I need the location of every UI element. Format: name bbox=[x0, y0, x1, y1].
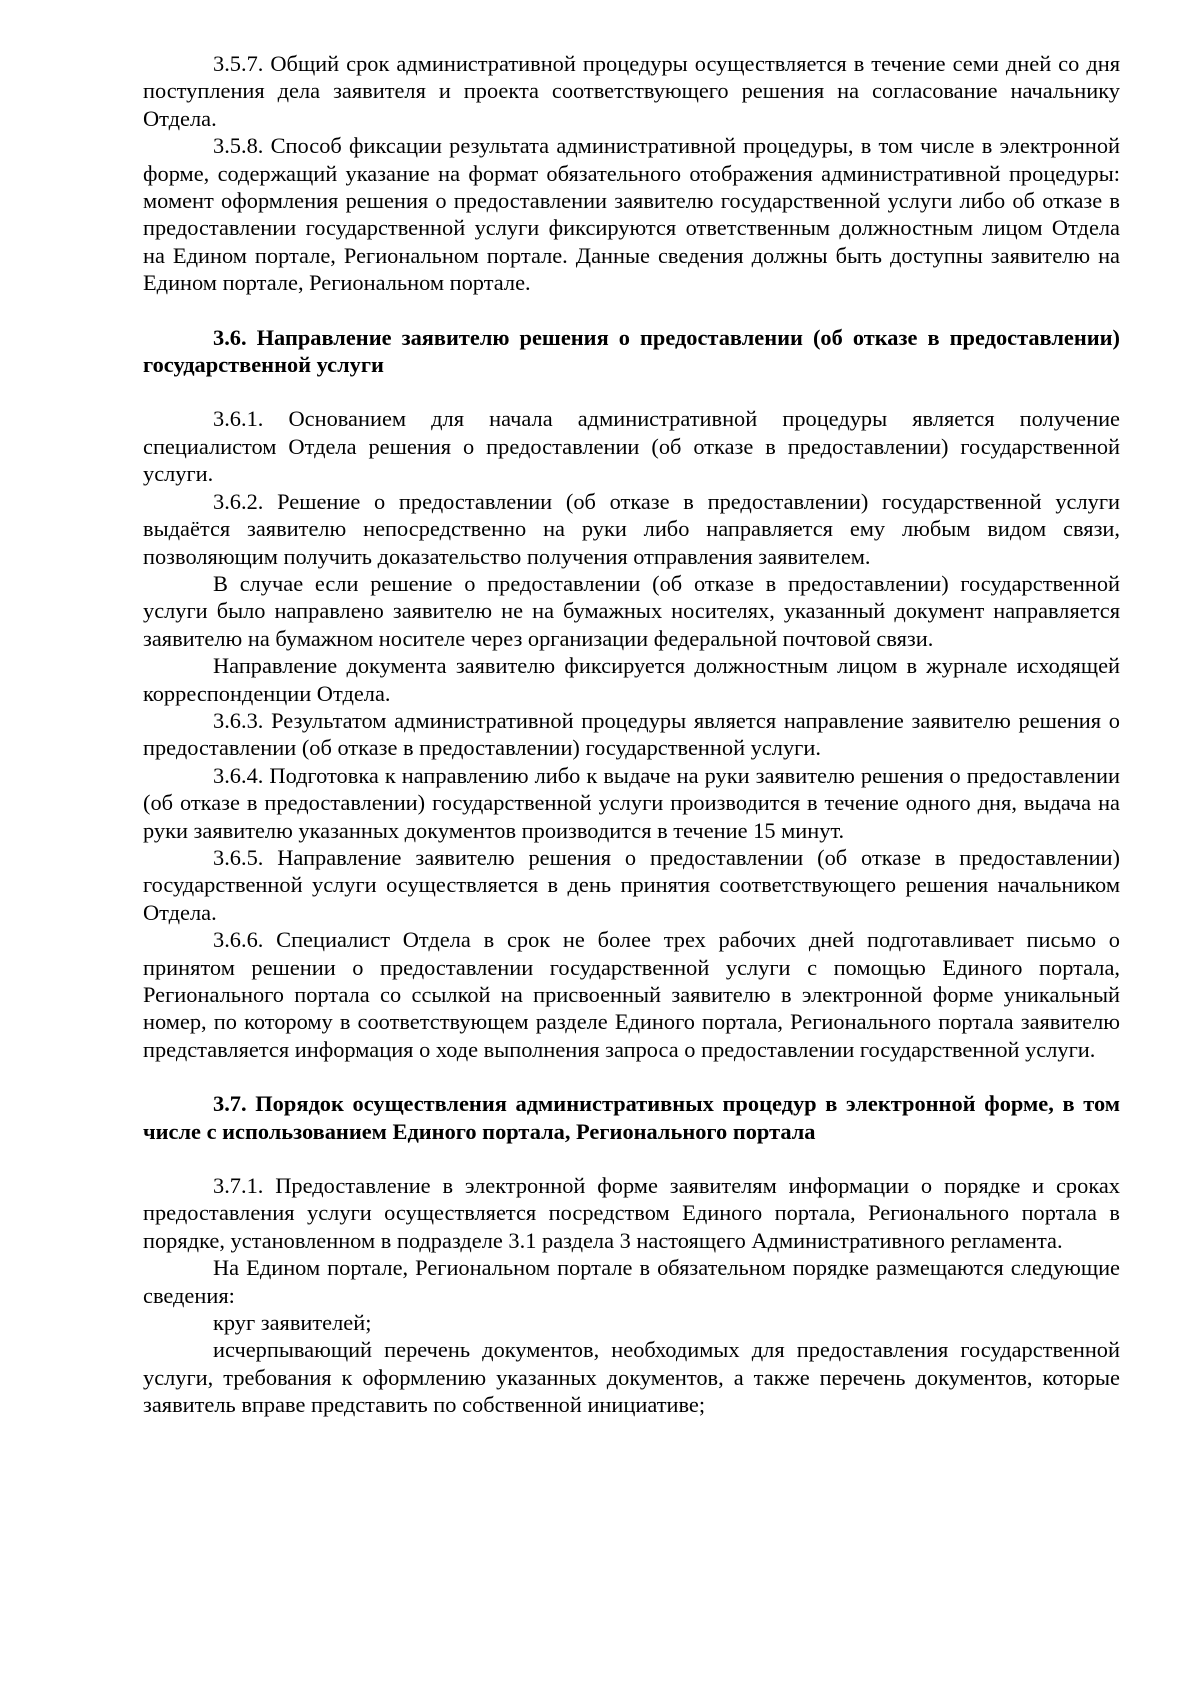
paragraph-3-7-1-info: На Едином портале, Региональном портале в обязательном порядке размещаются следующие сведения: bbox=[143, 1255, 1120, 1308]
paragraph-3-7-1-applicants: круг заявителей; bbox=[213, 1310, 372, 1336]
paragraph-3-6-5: 3.6.5. Направление заявителю решения о предоставлении (об отказе в предоставлении) государственной услуги осуществляется в день принятия соответствующего решения начальником Отдела. bbox=[143, 844, 1120, 925]
section-heading-3-6: 3.6. Направление заявителю решения о предоставлении (об отказе в предоставлении) государственной услуги bbox=[143, 324, 1120, 378]
paragraph-3-6-2-paper: В случае если решение о предоставлении (об отказе в предоставлении) государственной услуги было направлено заявителю не на бумажных носителях, указанный документ направляется заявителю на бумажном носителе через организации федеральной почтовой связи. bbox=[143, 570, 1120, 651]
paragraph-3-6-2: 3.6.2. Решение о предоставлении (об отказе в предоставлении) государственной услуги выдаётся заявителю непосредственно на руки либо направляется ему любым видом связи, позволяющим получить доказательство получения отправления заявителем. bbox=[143, 488, 1120, 569]
paragraph-3-6-6: 3.6.6. Специалист Отдела в срок не более трех рабочих дней подготавливает письмо о принятом решении о предоставлении государственной услуги с помощью Единого портала, Регионального портала со ссылкой на присвоенный заявителю в электронной форме уникальный номер, по которому в соответствующем разделе Единого портала, Регионального портала заявителю представляется информация о ходе выполнения запроса о предоставлении государственной услуги. bbox=[143, 927, 1120, 1062]
paragraph-3-7-1-documents: исчерпывающий перечень документов, необходимых для предоставления государственной услуги, требования к оформлению указанных документов, а также перечень документов, которые заявитель вправе представить по собственной инициативе; bbox=[143, 1337, 1120, 1418]
paragraph-3-5-8: 3.5.8. Способ фиксации результата административной процедуры, в том числе в электронной форме, содержащий указание на формат обязательного отображения административной процедуры: момент оформления решения о предоставлении заявителю государственной услуги либо об отказе в предоставлении государственной услуги фиксируются ответственным должностным лицом Отдела на Едином портале, Региональном портале. Данные сведения должны быть доступны заявителю на Едином портале, Региональном портале. bbox=[143, 133, 1120, 296]
paragraph-3-7-1: 3.7.1. Предоставление в электронной форме заявителям информации о порядке и сроках предоставления услуги осуществляется посредством Единого портала, Регионального портала в порядке, установленном в подразделе 3.1 раздела 3 настоящего Административного регламента. bbox=[143, 1173, 1120, 1253]
paragraph-3-6-2-journal: Направление документа заявителю фиксируется должностным лицом в журнале исходящей корреспонденции Отдела. bbox=[143, 653, 1120, 706]
paragraph-3-6-3: 3.6.3. Результатом административной процедуры является направление заявителю решения о предоставлении (об отказе в предоставлении) государственной услуги. bbox=[143, 707, 1120, 761]
document-page bbox=[143, 50, 1120, 1419]
paragraph-3-5-7: 3.5.7. Общий срок административной процедуры осуществляется в течение семи дней со дня поступления дела заявителя и проекта соответствующего решения на согласование начальнику Отдела. bbox=[143, 51, 1120, 131]
section-heading-3-7: 3.7. Порядок осуществления административных процедур в электронной форме, в том числе с использованием Единого портала, Регионального портала bbox=[143, 1091, 1120, 1144]
paragraph-3-6-4: 3.6.4. Подготовка к направлению либо к выдаче на руки заявителю решения о предоставлении (об отказе в предоставлении) государственной услуги производится в течение одного дня, выдача на руки заявителю указанных документов производится в течение 15 минут. bbox=[143, 762, 1120, 843]
paragraph-3-6-1: 3.6.1. Основанием для начала административной процедуры является получение специалистом Отдела решения о предоставлении (об отказе в предоставлении) государственной услуги. bbox=[143, 406, 1120, 487]
